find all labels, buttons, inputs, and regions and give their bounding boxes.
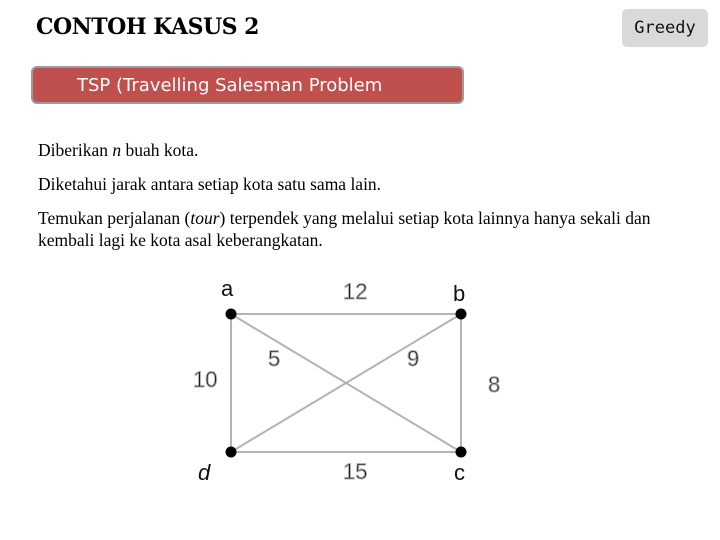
section-banner: TSP (Travelling Salesman Problem bbox=[31, 66, 464, 104]
graph-edges bbox=[231, 314, 461, 452]
paragraph-task-text: Temukan perjalanan ( bbox=[38, 208, 191, 228]
weight-ad: 10 bbox=[193, 367, 218, 392]
node-d bbox=[226, 447, 237, 458]
node-b bbox=[456, 309, 467, 320]
greedy-badge: Greedy bbox=[622, 9, 708, 47]
node-label-d: d bbox=[198, 460, 211, 485]
weight-bc: 8 bbox=[488, 372, 501, 397]
paragraph-given-text-end: buah kota. bbox=[121, 140, 199, 160]
node-label-c: c bbox=[454, 460, 465, 485]
node-labels bbox=[198, 276, 465, 485]
node-a bbox=[226, 309, 237, 320]
paragraph-task-text-end: ) terpendek yang melalui setiap kota lainnya hanya sekali dan kembali lagi ke kota asal keberangkatan. bbox=[38, 208, 651, 250]
paragraph-given-text: Diberikan bbox=[38, 140, 113, 160]
weight-dc: 15 bbox=[343, 459, 368, 484]
weight-ab: 12 bbox=[343, 279, 368, 304]
weight-bd: 9 bbox=[407, 346, 420, 371]
paragraph-known: Diketahui jarak antara setiap kota satu sama lain. bbox=[38, 174, 382, 194]
node-c bbox=[456, 447, 467, 458]
node-label-b: b bbox=[453, 281, 466, 306]
node-label-a: a bbox=[221, 276, 234, 301]
weight-ac: 5 bbox=[268, 346, 281, 371]
page-title: CONTOH KASUS 2 bbox=[36, 14, 259, 40]
variable-n: n bbox=[112, 140, 122, 160]
term-tour: tour bbox=[190, 208, 220, 228]
